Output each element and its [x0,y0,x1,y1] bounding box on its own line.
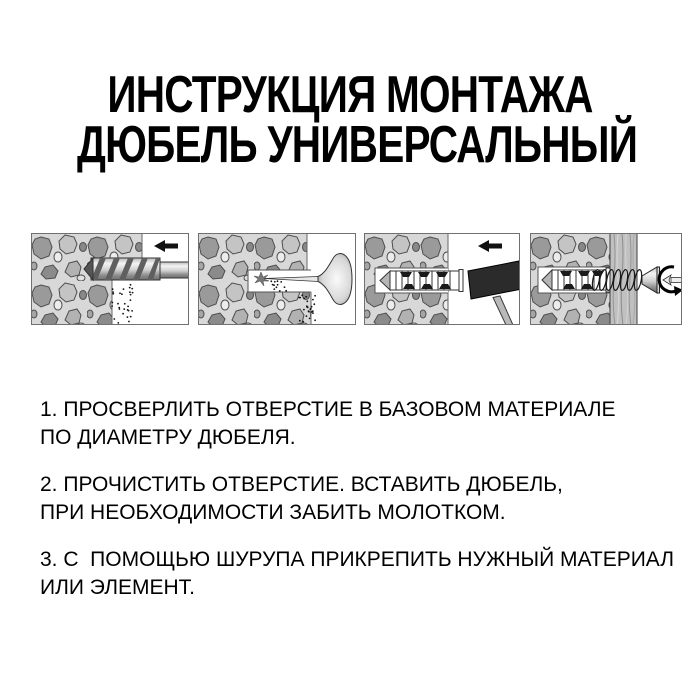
instruction-item-3 [40,546,680,602]
panel-insert-dowel [364,233,520,325]
steps-row [0,233,700,325]
panel-drill-hole [31,233,189,325]
instruction-line: ИЛИ ЭЛЕМЕНТ. [40,576,195,599]
instruction-item-1 [40,396,680,452]
panel-screw-fasten [530,233,682,325]
instruction-line: 1. ПРОСВЕРЛИТЬ ОТВЕРСТИЕ В БАЗОВОМ МАТЕРИАЛЕ [40,398,616,421]
instruction-line: ПО ДИАМЕТРУ ДЮБЕЛЯ. [40,426,296,449]
instruction-line: ПРИ НЕОБХОДИМОСТИ ЗАБИТЬ МОЛОТКОМ. [40,501,506,524]
instruction-line: 2. ПРОЧИСТИТЬ ОТВЕРСТИЕ. ВСТАВИТЬ ДЮБЕЛЬ, [40,473,563,496]
title-line-2: ДЮБЕЛЬ УНИВЕРСАЛЬНЫЙ [77,116,638,174]
title-line-1: ИНСТРУКЦИЯ МОНТАЖА [107,66,593,124]
instruction-line: 3. С ПОМОЩЬЮ ШУРУПА ПРИКРЕПИТЬ НУЖНЫЙ МАТЕРИАЛ [40,548,675,571]
main-title [0,66,700,174]
instructions-list [40,396,680,621]
panel-clean-hole [198,233,356,325]
dowel-icon [380,270,463,292]
instruction-item-2 [40,471,680,527]
